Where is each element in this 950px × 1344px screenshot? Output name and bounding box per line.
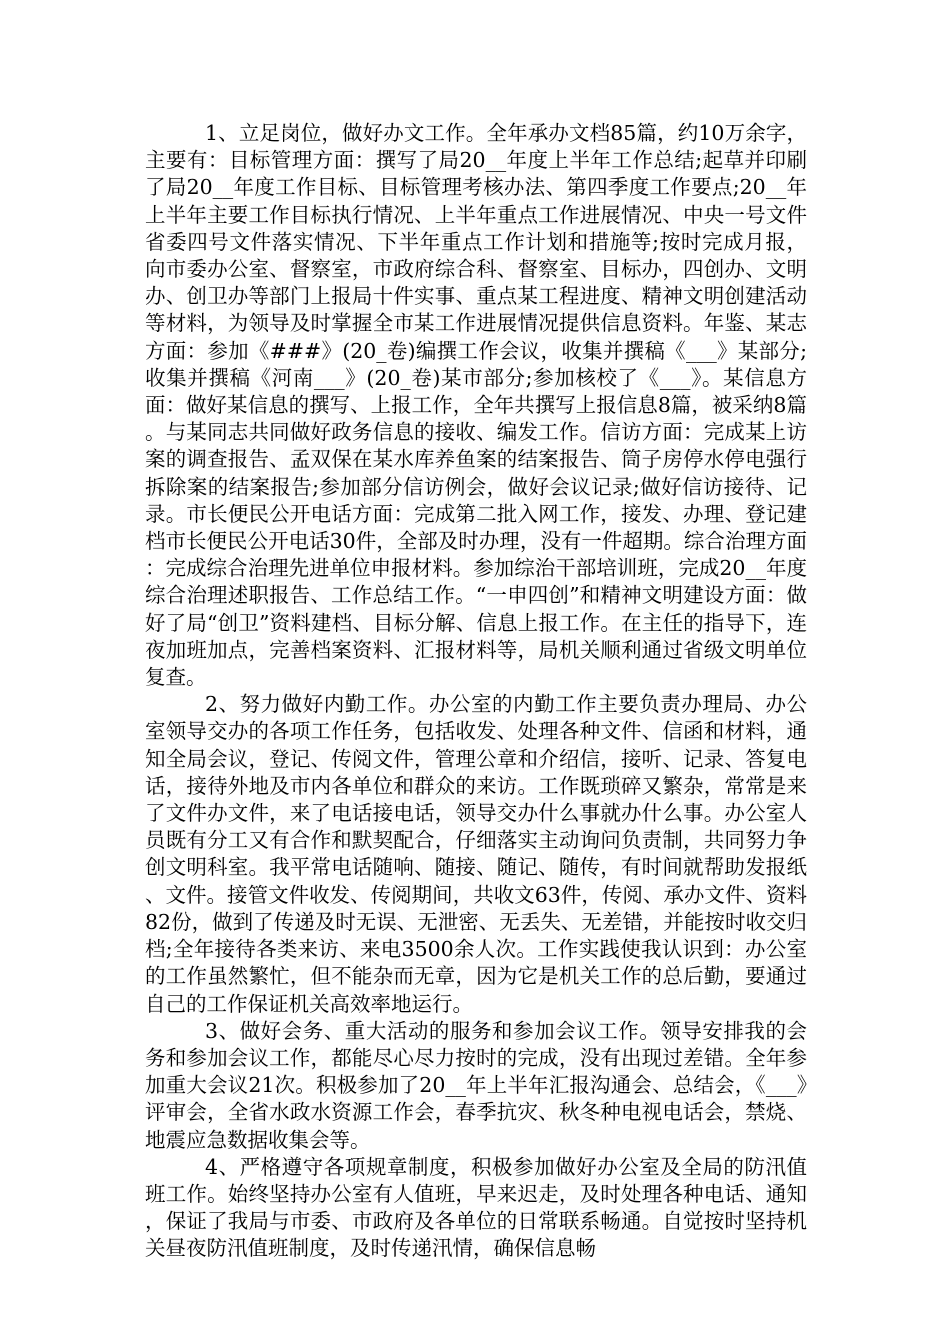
paragraph-2: 2、努力做好内勤工作。办公室的内勤工作主要负责办理局、办公室领导交办的各项工作任务，包括收发、处理各种文件、信函和材料，通知全局会议，登记、传阅文件，管理公章和介绍信，接听、记录、答复电话，接待外地及市内各单位和群众的来访。工作既琐碎又繁杂，常常是来了文件办文件，来了电话接电话，领导交办什么事就办什么事。办公室人员既有分工又有合作和默契配合，仔细落实主动询问负责制，共同努力争创文明科室。我平常电话随响、随接、随记、随传，有时间就帮助发报纸、文件。接管文件收发、传阅期间，共收文63件，传阅、承办文件、资料82份，做到了传递及时无误、无泄密、无丢失、无差错，并能按时收交归档;全年接待各类来访、来电3500余人次。工作实践使我认识到：办公室的工作虽然繁忙，但不能杂而无章，因为它是机关工作的总后勤，要通过自己的工作保证机关高效率地运行。 (145, 692, 807, 1016)
paragraph-4: 4、严格遵守各项规章制度，积极参加做好办公室及全局的防汛值班工作。始终坚持办公室有人值班，早来迟走，及时处理各种电话、通知，保证了我局与市委、市政府及各单位的日常联系畅通。自觉按时坚持机关昼夜防汛值班制度，及时传递汛情，确保信息畅 (145, 1154, 807, 1261)
document-body (145, 120, 807, 1263)
paragraph-1: 1、立足岗位，做好办文工作。全年承办文档85篇，约10万余字，主要有：目标管理方面：撰写了局20__年度上半年工作总结;起草并印刷了局20__年度工作目标、目标管理考核办法、第四季度工作要点;20__年上半年主要工作目标执行情况、上半年重点工作进展情况、中央一号文件省委四号文件落实情况、下半年重点工作计划和措施等;按时完成月报，向市委办公室、督察室，市政府综合科、督察室、目标办，四创办、文明办、创卫办等部门上报局十件实事、重点某工程进度、精神文明创建活动等材料，为领导及时掌握全市某工作进展情况提供信息资料。年鉴、某志方面：参加《###》(20_卷)编撰工作会议，收集并撰稿《___》某部分;收集并撰稿《河南___》(20_卷)某市部分;参加核校了《___》。某信息方面：做好某信息的撰写、上报工作，全年共撰写上报信息8篇，被采纳8篇。与某同志共同做好政务信息的接收、编发工作。信访方面：完成某上访案的调查报告、孟双保在某水库养鱼案的结案报告、筒子房停水停电强行拆除案的结案报告;参加部分信访例会，做好会议记录;做好信访接待、记录。市长便民公开电话方面：完成第二批入网工作，接发、办理、登记建档市长便民公开电话30件，全部及时办理，没有一件超期。综合治理方面：完成综合治理先进单位申报材料。参加综治干部培训班，完成20__年度综合治理述职报告、工作总结工作。“一申四创”和精神文明建设方面：做好了局“创卫”资料建档、目标分解、信息上报工作。在主任的指导下，连夜加班加点，完善档案资料、汇报材料等，局机关顺利通过省级文明单位复查。 (145, 121, 807, 690)
paragraph-3: 3、做好会务、重大活动的服务和参加会议工作。领导安排我的会务和参加会议工作，都能尽心尽力按时的完成，没有出现过差错。全年参加重大会议21次。积极参加了20__年上半年汇报沟通会、总结会，《___》评审会，全省水政水资源工作会，春季抗灾、秋冬种电视电话会，禁烧、地震应急数据收集会等。 (145, 1018, 807, 1152)
